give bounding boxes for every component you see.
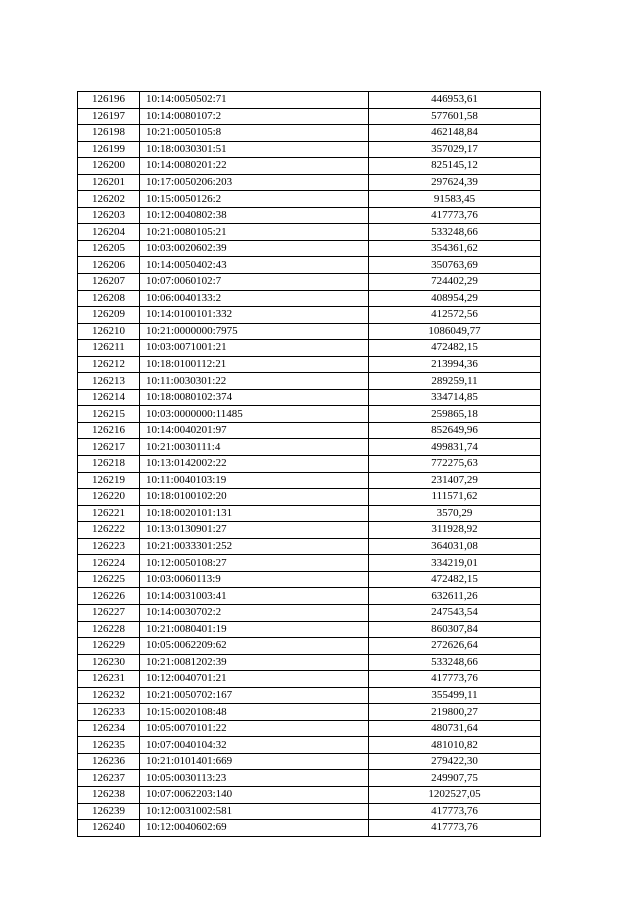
- row-number-cell: 126216: [78, 422, 140, 439]
- value-cell: 354361,62: [369, 240, 541, 257]
- value-cell: 446953,61: [369, 92, 541, 109]
- row-number-cell: 126227: [78, 604, 140, 621]
- table-row: [78, 538, 541, 555]
- row-number-cell: 126240: [78, 820, 140, 837]
- table-row: [78, 770, 541, 787]
- cadastral-number-cell: 10:06:0040133:2: [140, 290, 369, 307]
- row-number-cell: 126207: [78, 274, 140, 291]
- table-row: [78, 820, 541, 837]
- value-cell: 1086049,77: [369, 323, 541, 340]
- row-number-cell: 126231: [78, 671, 140, 688]
- value-cell: 533248,66: [369, 224, 541, 241]
- value-cell: 297624,39: [369, 174, 541, 191]
- table-row: [78, 604, 541, 621]
- value-cell: 472482,15: [369, 571, 541, 588]
- row-number-cell: 126238: [78, 786, 140, 803]
- value-cell: 231407,29: [369, 472, 541, 489]
- row-number-cell: 126199: [78, 141, 140, 158]
- value-cell: 219800,27: [369, 704, 541, 721]
- table-row: [78, 257, 541, 274]
- value-cell: 860307,84: [369, 621, 541, 638]
- table-row: [78, 422, 541, 439]
- cadastral-number-cell: 10:18:0100112:21: [140, 356, 369, 373]
- value-cell: 334714,85: [369, 389, 541, 406]
- value-cell: 311928,92: [369, 522, 541, 539]
- value-cell: 1202527,05: [369, 786, 541, 803]
- table-row: [78, 340, 541, 357]
- value-cell: 481010,82: [369, 737, 541, 754]
- row-number-cell: 126210: [78, 323, 140, 340]
- value-cell: 259865,18: [369, 406, 541, 423]
- table-row: [78, 224, 541, 241]
- cadastral-number-cell: 10:21:0101401:669: [140, 753, 369, 770]
- row-number-cell: 126203: [78, 207, 140, 224]
- cadastral-number-cell: 10:13:0142002:22: [140, 456, 369, 473]
- table-row: [78, 638, 541, 655]
- cadastral-number-cell: 10:18:0100102:20: [140, 489, 369, 506]
- row-number-cell: 126208: [78, 290, 140, 307]
- value-cell: 412572,56: [369, 307, 541, 324]
- value-cell: 3570,29: [369, 505, 541, 522]
- row-number-cell: 126224: [78, 555, 140, 572]
- table-row: [78, 786, 541, 803]
- cadastral-number-cell: 10:14:0050502:71: [140, 92, 369, 109]
- cadastral-number-cell: 10:13:0130901:27: [140, 522, 369, 539]
- value-cell: 499831,74: [369, 439, 541, 456]
- value-cell: 350763,69: [369, 257, 541, 274]
- row-number-cell: 126198: [78, 125, 140, 142]
- value-cell: 355499,11: [369, 687, 541, 704]
- value-cell: 249907,75: [369, 770, 541, 787]
- table-row: [78, 373, 541, 390]
- value-cell: 279422,30: [369, 753, 541, 770]
- cadastral-number-cell: 10:11:0040103:19: [140, 472, 369, 489]
- row-number-cell: 126235: [78, 737, 140, 754]
- cadastral-number-cell: 10:21:0030111:4: [140, 439, 369, 456]
- cadastral-number-cell: 10:21:0050105:8: [140, 125, 369, 142]
- row-number-cell: 126225: [78, 571, 140, 588]
- table-row: [78, 472, 541, 489]
- value-cell: 577601,58: [369, 108, 541, 125]
- cadastral-number-cell: 10:18:0030301:51: [140, 141, 369, 158]
- value-cell: 724402,29: [369, 274, 541, 291]
- cadastral-number-cell: 10:14:0080107:2: [140, 108, 369, 125]
- cadastral-number-cell: 10:14:0050402:43: [140, 257, 369, 274]
- value-cell: 480731,64: [369, 720, 541, 737]
- value-cell: 111571,62: [369, 489, 541, 506]
- table-row: [78, 704, 541, 721]
- table-row: [78, 439, 541, 456]
- cadastral-number-cell: 10:21:0050702:167: [140, 687, 369, 704]
- value-cell: 472482,15: [369, 340, 541, 357]
- cadastral-number-cell: 10:14:0030702:2: [140, 604, 369, 621]
- row-number-cell: 126196: [78, 92, 140, 109]
- value-cell: 825145,12: [369, 158, 541, 175]
- cadastral-number-cell: 10:17:0050206:203: [140, 174, 369, 191]
- cadastral-number-cell: 10:18:0020101:131: [140, 505, 369, 522]
- table-row: [78, 671, 541, 688]
- row-number-cell: 126228: [78, 621, 140, 638]
- table-row: [78, 803, 541, 820]
- cadastral-number-cell: 10:12:0040802:38: [140, 207, 369, 224]
- value-cell: 417773,76: [369, 803, 541, 820]
- table-row: [78, 356, 541, 373]
- cadastral-number-cell: 10:07:0040104:32: [140, 737, 369, 754]
- records-table: [77, 91, 541, 837]
- value-cell: 417773,76: [369, 207, 541, 224]
- cadastral-number-cell: 10:15:0020108:48: [140, 704, 369, 721]
- row-number-cell: 126214: [78, 389, 140, 406]
- value-cell: 91583,45: [369, 191, 541, 208]
- cadastral-number-cell: 10:05:0070101:22: [140, 720, 369, 737]
- cadastral-number-cell: 10:21:0081202:39: [140, 654, 369, 671]
- row-number-cell: 126223: [78, 538, 140, 555]
- table-row: [78, 489, 541, 506]
- cadastral-number-cell: 10:14:0080201:22: [140, 158, 369, 175]
- value-cell: 852649,96: [369, 422, 541, 439]
- table-row: [78, 753, 541, 770]
- cadastral-number-cell: 10:07:0060102:7: [140, 274, 369, 291]
- row-number-cell: 126234: [78, 720, 140, 737]
- table-row: [78, 522, 541, 539]
- cadastral-number-cell: 10:12:0040701:21: [140, 671, 369, 688]
- records-table-body: [78, 92, 541, 837]
- table-row: [78, 125, 541, 142]
- row-number-cell: 126200: [78, 158, 140, 175]
- row-number-cell: 126226: [78, 588, 140, 605]
- value-cell: 462148,84: [369, 125, 541, 142]
- table-row: [78, 621, 541, 638]
- row-number-cell: 126233: [78, 704, 140, 721]
- cadastral-number-cell: 10:07:0062203:140: [140, 786, 369, 803]
- cadastral-number-cell: 10:03:0020602:39: [140, 240, 369, 257]
- table-row: [78, 720, 541, 737]
- table-row: [78, 141, 541, 158]
- cadastral-number-cell: 10:11:0030301:22: [140, 373, 369, 390]
- table-row: [78, 687, 541, 704]
- table-row: [78, 240, 541, 257]
- cadastral-number-cell: 10:14:0031003:41: [140, 588, 369, 605]
- cadastral-number-cell: 10:21:0080401:19: [140, 621, 369, 638]
- value-cell: 417773,76: [369, 671, 541, 688]
- value-cell: 247543,54: [369, 604, 541, 621]
- cadastral-number-cell: 10:03:0000000:11485: [140, 406, 369, 423]
- table-row: [78, 588, 541, 605]
- table-row: [78, 406, 541, 423]
- cadastral-number-cell: 10:15:0050126:2: [140, 191, 369, 208]
- row-number-cell: 126219: [78, 472, 140, 489]
- cadastral-number-cell: 10:05:0030113:23: [140, 770, 369, 787]
- table-row: [78, 505, 541, 522]
- value-cell: 213994,36: [369, 356, 541, 373]
- row-number-cell: 126236: [78, 753, 140, 770]
- value-cell: 772275,63: [369, 456, 541, 473]
- table-row: [78, 92, 541, 109]
- row-number-cell: 126201: [78, 174, 140, 191]
- table-row: [78, 307, 541, 324]
- row-number-cell: 126209: [78, 307, 140, 324]
- table-row: [78, 108, 541, 125]
- cadastral-number-cell: 10:03:0060113:9: [140, 571, 369, 588]
- row-number-cell: 126229: [78, 638, 140, 655]
- cadastral-number-cell: 10:12:0050108:27: [140, 555, 369, 572]
- row-number-cell: 126217: [78, 439, 140, 456]
- value-cell: 408954,29: [369, 290, 541, 307]
- row-number-cell: 126222: [78, 522, 140, 539]
- row-number-cell: 126215: [78, 406, 140, 423]
- cadastral-number-cell: 10:03:0071001:21: [140, 340, 369, 357]
- row-number-cell: 126205: [78, 240, 140, 257]
- row-number-cell: 126237: [78, 770, 140, 787]
- table-row: [78, 389, 541, 406]
- table-row: [78, 290, 541, 307]
- cadastral-number-cell: 10:14:0100101:332: [140, 307, 369, 324]
- row-number-cell: 126230: [78, 654, 140, 671]
- table-row: [78, 456, 541, 473]
- cadastral-number-cell: 10:21:0080105:21: [140, 224, 369, 241]
- row-number-cell: 126232: [78, 687, 140, 704]
- table-row: [78, 158, 541, 175]
- row-number-cell: 126239: [78, 803, 140, 820]
- row-number-cell: 126212: [78, 356, 140, 373]
- table-row: [78, 207, 541, 224]
- value-cell: 364031,08: [369, 538, 541, 555]
- table-row: [78, 323, 541, 340]
- row-number-cell: 126202: [78, 191, 140, 208]
- cadastral-number-cell: 10:21:0033301:252: [140, 538, 369, 555]
- row-number-cell: 126204: [78, 224, 140, 241]
- cadastral-number-cell: 10:05:0062209:62: [140, 638, 369, 655]
- value-cell: 289259,11: [369, 373, 541, 390]
- value-cell: 334219,01: [369, 555, 541, 572]
- row-number-cell: 126220: [78, 489, 140, 506]
- row-number-cell: 126211: [78, 340, 140, 357]
- value-cell: 272626,64: [369, 638, 541, 655]
- table-row: [78, 654, 541, 671]
- value-cell: 417773,76: [369, 820, 541, 837]
- row-number-cell: 126197: [78, 108, 140, 125]
- value-cell: 632611,26: [369, 588, 541, 605]
- row-number-cell: 126221: [78, 505, 140, 522]
- cadastral-number-cell: 10:14:0040201:97: [140, 422, 369, 439]
- row-number-cell: 126206: [78, 257, 140, 274]
- cadastral-number-cell: 10:12:0031002:581: [140, 803, 369, 820]
- table-row: [78, 555, 541, 572]
- value-cell: 533248,66: [369, 654, 541, 671]
- cadastral-number-cell: 10:18:0080102:374: [140, 389, 369, 406]
- table-row: [78, 191, 541, 208]
- cadastral-number-cell: 10:21:0000000:7975: [140, 323, 369, 340]
- table-row: [78, 571, 541, 588]
- row-number-cell: 126213: [78, 373, 140, 390]
- table-row: [78, 737, 541, 754]
- cadastral-number-cell: 10:12:0040602:69: [140, 820, 369, 837]
- value-cell: 357029,17: [369, 141, 541, 158]
- row-number-cell: 126218: [78, 456, 140, 473]
- table-row: [78, 274, 541, 291]
- table-row: [78, 174, 541, 191]
